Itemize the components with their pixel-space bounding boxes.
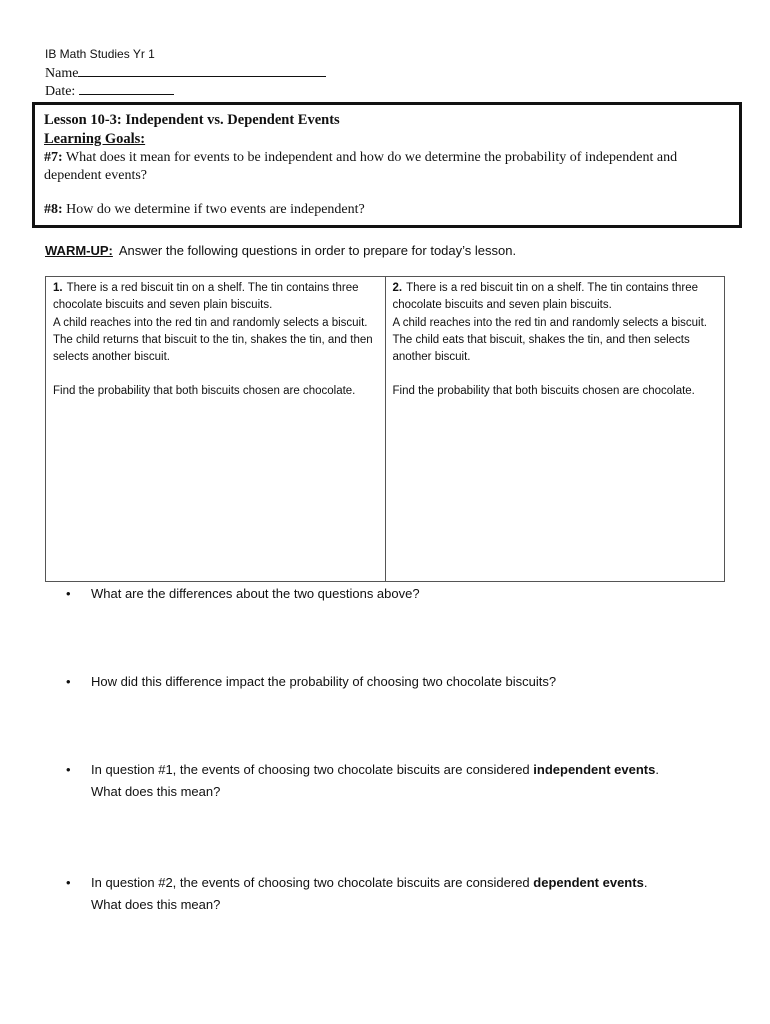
bullet-item-2: [66, 671, 726, 693]
term-independent-events: independent events: [533, 762, 656, 777]
name-line: [45, 64, 326, 82]
question-ask: Find the probability that both biscuits chosen are chocolate.: [392, 385, 695, 398]
bullet-item-1: [66, 583, 726, 605]
learning-goal-7: [44, 149, 730, 184]
learning-goal-8: [44, 201, 730, 219]
question-action: A child reaches into the red tin and randomly selects a biscuit. The child eats that biscuit, shakes the tin, and then selects another biscuit.: [392, 316, 708, 364]
lesson-title: Lesson 10-3: Independent vs. Dependent Events: [44, 112, 340, 128]
setup-text: There is a red biscuit tin on a shelf. The tin contains three chocolate biscuits and seven plain biscuits.: [392, 282, 699, 312]
question-setup: [53, 280, 378, 315]
question-cell-2[interactable]: [385, 277, 725, 581]
lesson-box: [32, 102, 742, 228]
course-label: IB Math Studies Yr 1: [45, 47, 155, 61]
bullet-dot-icon: •: [66, 674, 71, 689]
bullet-text: [91, 872, 726, 894]
bullet-followup: What does this mean?: [91, 897, 221, 912]
bullet-text: What are the differences about the two questions above?: [91, 586, 420, 601]
question-setup: [393, 280, 718, 315]
bullet-text-before: In question #1, the events of choosing two chocolate biscuits are considered: [91, 762, 534, 777]
bullet-item-3: [66, 759, 726, 803]
term-dependent-events: dependent events: [533, 875, 644, 890]
goal-text: How do we determine if two events are independent?: [66, 202, 365, 217]
warmup-instruction: Answer the following questions in order to prepare for today’s lesson.: [118, 243, 517, 258]
warmup-label: WARM-UP:: [45, 243, 113, 258]
setup-text: There is a red biscuit tin on a shelf. The tin contains three chocolate biscuits and seven plain biscuits.: [53, 282, 359, 312]
bullet-text-after: .: [643, 875, 648, 890]
question-number: 2.: [392, 282, 403, 294]
goal-number: #7:: [44, 150, 63, 165]
bullet-text-after: .: [655, 762, 659, 777]
date-line: [45, 82, 174, 100]
question-table: [45, 276, 725, 582]
question-action: A child reaches into the red tin and randomly selects a biscuit. The child returns that biscuit to the tin, shakes the tin, and then selects another biscuit.: [53, 316, 373, 364]
name-label: Name: [45, 66, 79, 81]
bullet-dot-icon: •: [66, 762, 71, 777]
bullet-dot-icon: •: [66, 875, 71, 890]
goal-text: What does it mean for events to be independent and how do we determine the probability of independent and dependent events?: [44, 150, 678, 183]
bullet-followup: What does this mean?: [91, 784, 221, 799]
question-cell-1[interactable]: [46, 277, 385, 581]
warmup-line: [45, 243, 516, 258]
bullet-text: How did this difference impact the probability of choosing two chocolate biscuits?: [91, 674, 557, 689]
bullet-item-4: [66, 872, 726, 916]
question-ask: Find the probability that both biscuits chosen are chocolate.: [53, 385, 356, 398]
question-number: 1.: [53, 282, 63, 294]
date-blank[interactable]: [79, 82, 174, 95]
bullet-text-before: In question #2, the events of choosing two chocolate biscuits are considered: [91, 875, 534, 890]
bullet-dot-icon: •: [66, 586, 71, 601]
date-label: Date:: [45, 84, 76, 99]
learning-goals-heading: Learning Goals:: [44, 131, 146, 147]
name-blank[interactable]: [78, 64, 326, 77]
bullet-text: [91, 759, 726, 781]
goal-number: #8:: [44, 202, 63, 217]
